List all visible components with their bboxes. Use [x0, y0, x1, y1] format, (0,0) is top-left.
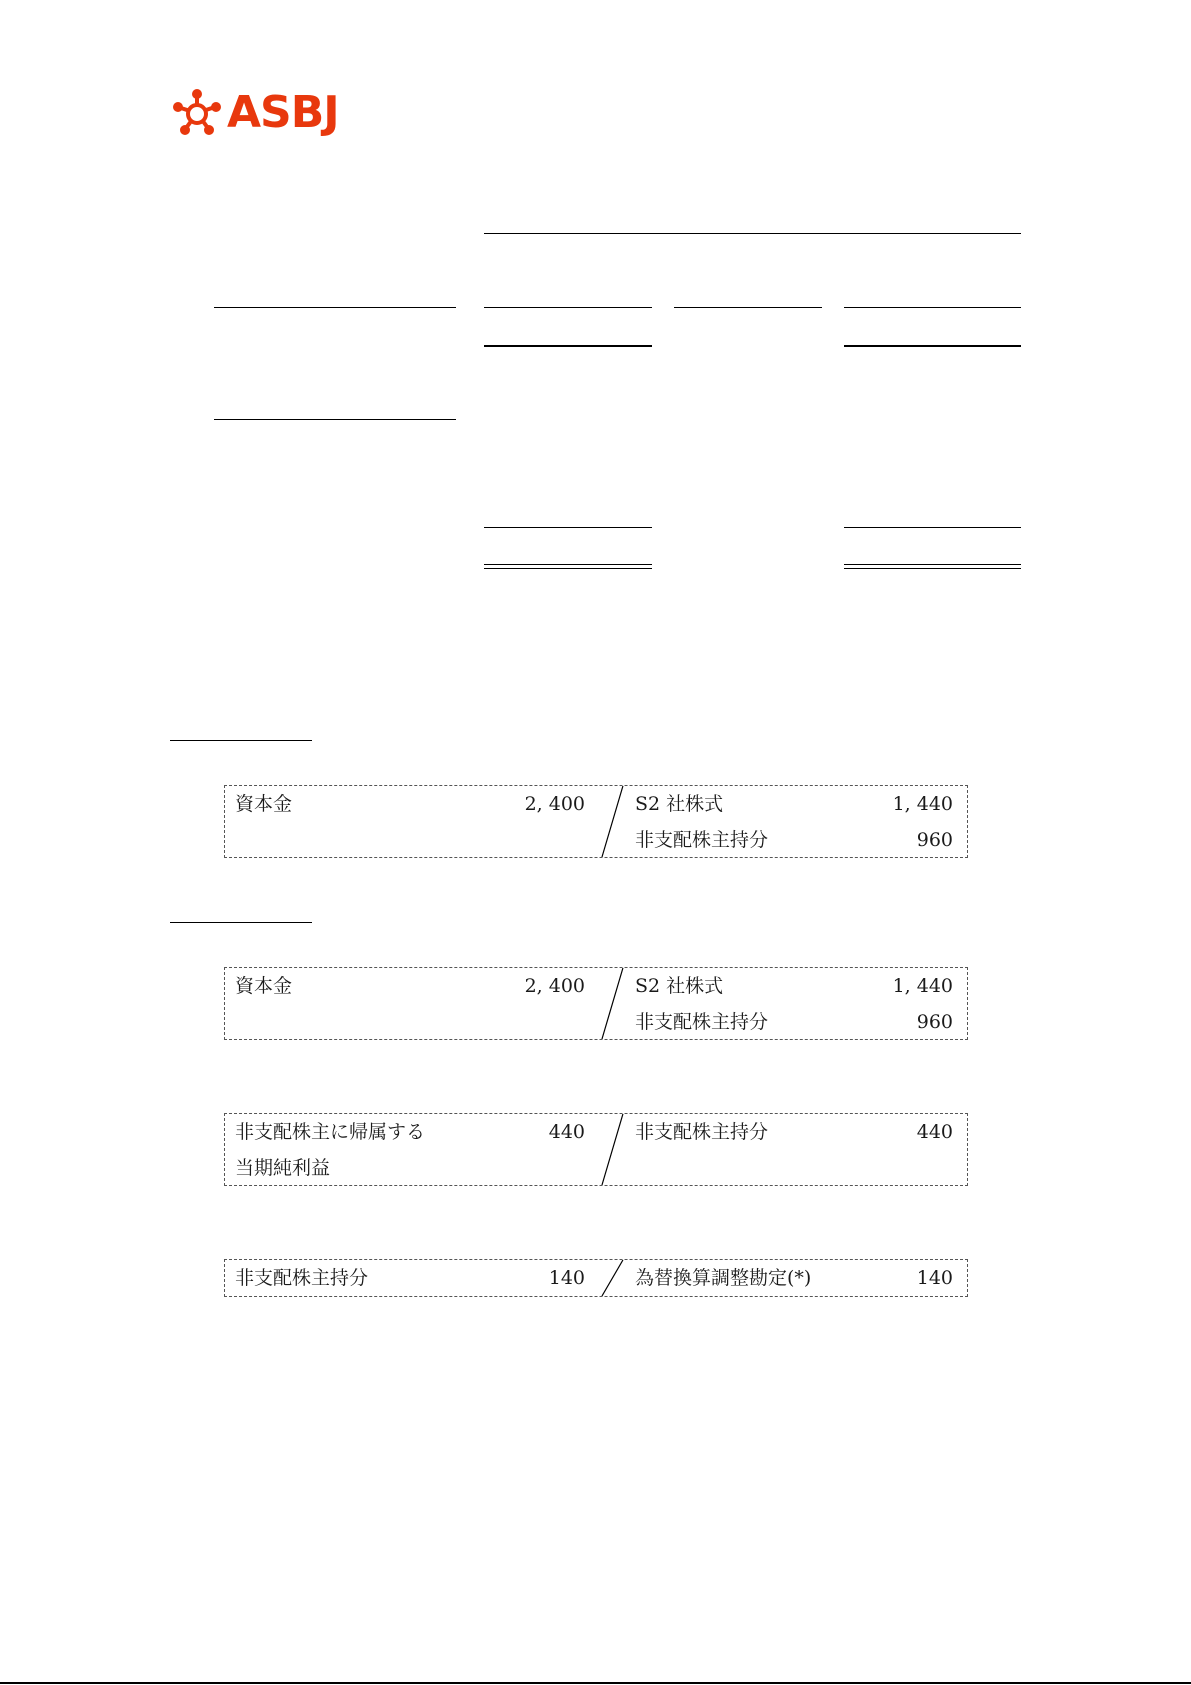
- debit-side: [235, 786, 595, 822]
- credit-line: [635, 786, 953, 822]
- credit-line: [635, 1114, 953, 1150]
- grand-total-rule-3: [844, 564, 1021, 569]
- asbj-logo: [171, 86, 339, 140]
- column-rule-3: [844, 307, 1021, 308]
- debit-side: [235, 1114, 595, 1186]
- amount: 440: [916, 1121, 953, 1143]
- amount: 1, 440: [892, 793, 953, 815]
- credit-line: [635, 822, 953, 858]
- credit-line: [635, 1260, 953, 1296]
- section-rule-label: [214, 419, 456, 420]
- page-bottom-rule: [0, 1682, 1191, 1684]
- amount: 2, 400: [524, 793, 585, 815]
- account-name: S2 社株式: [635, 975, 724, 997]
- journal-entry: [224, 967, 968, 1040]
- debit-line: [235, 1260, 595, 1296]
- debit-line: [235, 968, 595, 1004]
- account-name: 資本金: [235, 975, 293, 997]
- column-rule-1: [484, 307, 652, 308]
- debit-line: [235, 1150, 595, 1186]
- account-name: 非支配株主持分: [635, 829, 769, 851]
- account-name: 非支配株主持分: [635, 1121, 769, 1143]
- credit-line: [635, 1004, 953, 1040]
- account-name: 非支配株主に帰属する: [235, 1121, 426, 1143]
- amount: 960: [916, 1011, 953, 1033]
- brand-name: ASBJ: [227, 87, 339, 138]
- total-rule-3: [844, 527, 1021, 528]
- amount: 440: [548, 1121, 585, 1143]
- amount: 140: [548, 1267, 585, 1289]
- debit-side: [235, 1260, 595, 1296]
- column-rule-label: [214, 307, 456, 308]
- amount: 140: [916, 1267, 953, 1289]
- debit-side: [235, 968, 595, 1004]
- table-header-rule: [484, 233, 1021, 234]
- amount: 960: [916, 829, 953, 851]
- amount: 1, 440: [892, 975, 953, 997]
- asbj-blossom-logo-icon: [171, 87, 223, 139]
- amount: 2, 400: [524, 975, 585, 997]
- account-name: 為替換算調整勘定(*): [635, 1267, 812, 1289]
- journal-entry: [224, 1113, 968, 1186]
- credit-side: [635, 1114, 953, 1150]
- debit-line: [235, 1114, 595, 1150]
- journal-entry: [224, 785, 968, 858]
- credit-line: [635, 968, 953, 1004]
- subtotal-rule-3: [844, 345, 1021, 347]
- section-heading-rule-1: [170, 740, 312, 741]
- account-name: 非支配株主持分: [635, 1011, 769, 1033]
- section-heading-rule-2: [170, 922, 312, 923]
- credit-side: [635, 1260, 953, 1296]
- account-name: 資本金: [235, 793, 293, 815]
- debit-line: [235, 786, 595, 822]
- column-rule-2: [674, 307, 822, 308]
- total-rule-1: [484, 527, 652, 528]
- account-name: S2 社株式: [635, 793, 724, 815]
- journal-entry: [224, 1259, 968, 1297]
- account-name: 当期純利益: [235, 1157, 331, 1179]
- account-name: 非支配株主持分: [235, 1267, 369, 1289]
- subtotal-rule-1: [484, 345, 652, 347]
- grand-total-rule-1: [484, 564, 652, 569]
- credit-side: [635, 968, 953, 1040]
- credit-side: [635, 786, 953, 858]
